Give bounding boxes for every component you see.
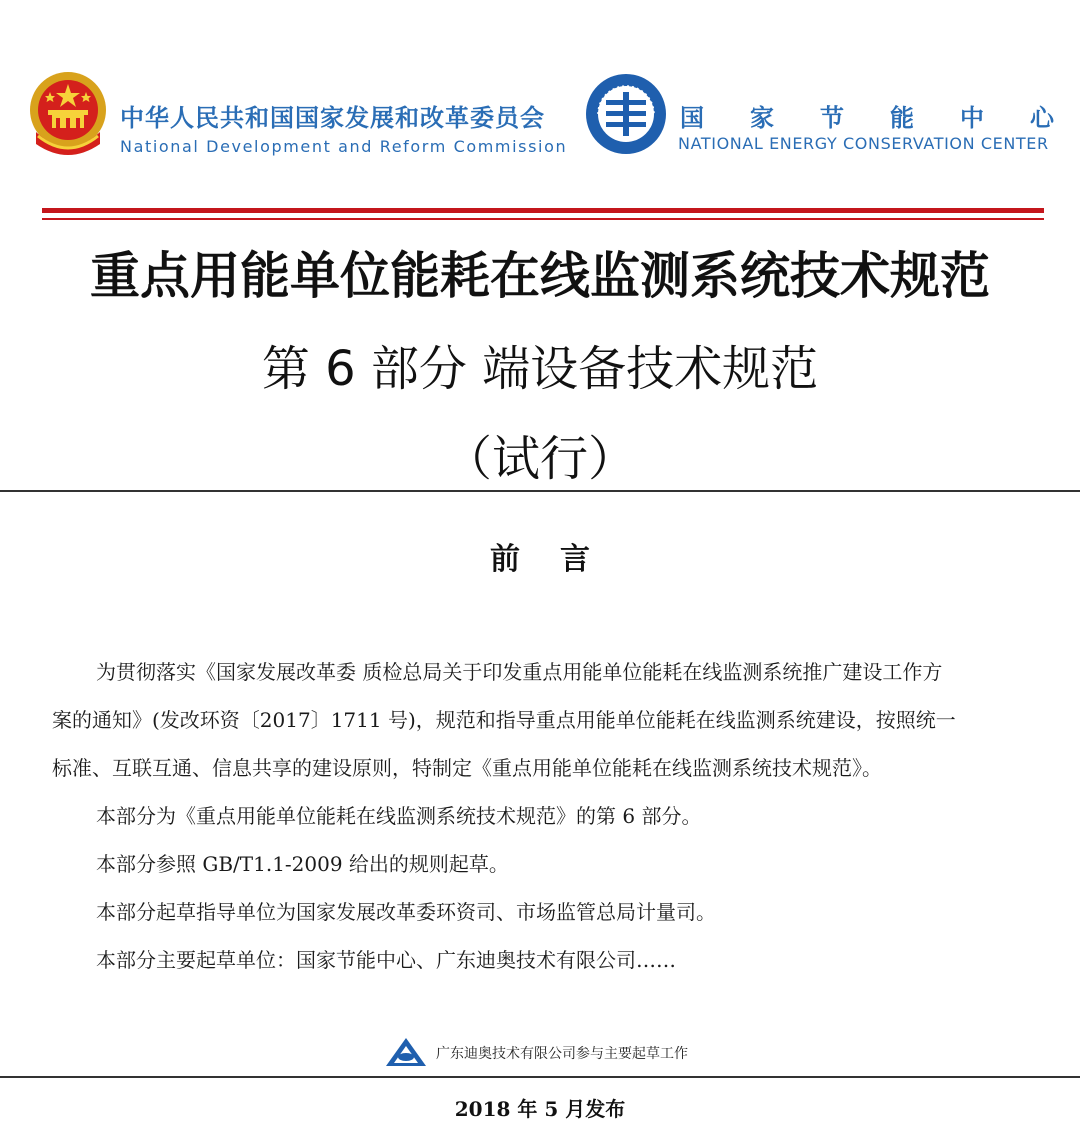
preface-paragraph: 案的通知》(发改环资〔2017〕1711 号)，规范和指导重点用能单位能耗在线监测系统建设，按照统一 xyxy=(52,708,956,732)
ndrc-chinese-name: 中华人民共和国国家发展和改革委员会 xyxy=(120,104,545,132)
necc-english-name: NATIONAL ENERGY CONSERVATION CENTER xyxy=(678,134,1049,153)
section-divider xyxy=(0,490,1080,492)
footer-divider xyxy=(0,1076,1080,1078)
header-rule-thin xyxy=(42,218,1044,220)
drafting-company-note: 广东迪奥技术有限公司参与主要起草工作 xyxy=(436,1046,688,1062)
preface-paragraph: 本部分参照 GB/T1.1-2009 给出的规则起草。 xyxy=(96,852,509,876)
preface-paragraph: 标准、互联互通、信息共享的建设原则，特制定《重点用能单位能耗在线监测系统技术规范》。 xyxy=(52,756,882,780)
preface-paragraph: 本部分为《重点用能单位能耗在线监测系统技术规范》的第 6 部分。 xyxy=(96,804,702,828)
dior-company-logo-icon xyxy=(384,1036,428,1070)
preface-paragraph: 本部分主要起草单位：国家节能中心、广东迪奥技术有限公司…… xyxy=(96,948,676,972)
necc-logo-icon xyxy=(584,72,668,156)
document-title: 重点用能单位能耗在线监测系统技术规范 xyxy=(90,247,990,305)
preface-heading: 前言 xyxy=(490,542,630,577)
header-rule-thick xyxy=(42,208,1044,213)
national-emblem-icon xyxy=(28,70,108,162)
document-trial-note: （试行） xyxy=(443,431,636,487)
document-subtitle: 第 6 部分 端设备技术规范 xyxy=(261,341,819,397)
preface-paragraph: 本部分起草指导单位为国家发展改革委环资司、市场监管总局计量司。 xyxy=(96,900,716,924)
ndrc-english-name: National Development and Reform Commission xyxy=(120,137,568,156)
necc-chinese-name: 国 家 节 能 中 心 xyxy=(680,104,1054,132)
preface-paragraph: 为贯彻落实《国家发展改革委 质检总局关于印发重点用能单位能耗在线监测系统推广建设工作方 xyxy=(96,660,943,684)
release-date: 2018 年 5 月发布 xyxy=(454,1097,626,1121)
